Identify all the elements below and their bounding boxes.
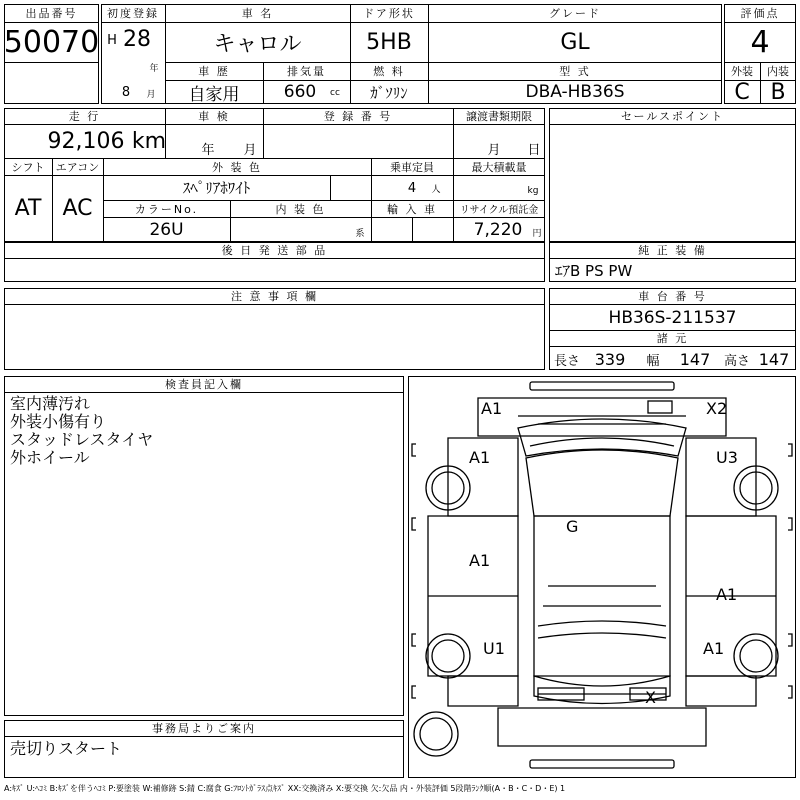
score: 4 [750, 24, 770, 60]
mileage: 92,106 [47, 128, 125, 154]
later-parts-label: 後 日 発 送 部 品 [221, 244, 328, 257]
mark-quarter-left: U1 [483, 639, 505, 658]
sales-point-box [549, 108, 796, 242]
inspection-year-unit: 年 [201, 142, 215, 158]
office-note: 売切りスタート [10, 738, 123, 758]
ext-color: ｽﾍﾟﾘｱﾎﾜｲﾄ [182, 179, 251, 197]
length: 339 [594, 349, 626, 369]
year-unit: 年 [149, 63, 159, 74]
remark-line: 室内薄汚れ [10, 394, 91, 413]
displacement: 660 [283, 82, 317, 102]
import-label: 輸 入 車 [387, 202, 437, 216]
remark-line: 外装小傷有り [10, 412, 107, 431]
ac-label: エアコン [55, 160, 100, 174]
capacity-unit: 人 [431, 184, 441, 195]
first-reg-label: 初度登録 [107, 7, 159, 20]
mark-front-left: A1 [481, 399, 503, 418]
inspector-remarks [10, 395, 400, 467]
car-diagram [408, 376, 796, 778]
mark-quarter-right: A1 [703, 639, 725, 658]
remark-line: スタッドレスタイヤ [10, 430, 154, 449]
mark-fender-left: A1 [469, 448, 491, 467]
equipment-label: 純 正 装 備 [638, 244, 707, 257]
grade: GL [560, 29, 590, 55]
recycle-fee: 7,220 [473, 219, 523, 240]
chassis-number: HB36S-211537 [608, 307, 737, 328]
remark-line: 外ホイール [10, 448, 90, 467]
mark-rear: X [645, 688, 656, 707]
height: 147 [758, 349, 790, 369]
transfer-deadline-label: 譲渡書類期限 [466, 110, 532, 123]
inspection-month-unit: 月 [243, 142, 257, 158]
first-reg-year: 28 [123, 26, 151, 52]
capacity: 4 [407, 180, 417, 196]
score-label: 評価点 [740, 7, 780, 20]
exterior-grade: C [734, 79, 750, 105]
equipment: ｴｱB PS PW [555, 261, 633, 280]
month-unit: 月 [146, 89, 156, 100]
max-load-unit: kg [527, 186, 539, 196]
mark-door-left: A1 [469, 551, 491, 570]
car-name: キャロル [213, 31, 302, 57]
air-conditioner: AC [62, 196, 93, 221]
recycle-unit: 円 [532, 228, 542, 239]
reg-number-label: 登 録 番 号 [323, 110, 393, 123]
shift-label: シフト [11, 160, 45, 174]
capacity-label: 乗車定員 [390, 160, 434, 174]
sales-point-label: セールスポイント [620, 110, 724, 123]
office-label: 事務局よりご案内 [152, 722, 256, 735]
chassis-label: 車 台 番 号 [638, 290, 707, 303]
fuel-label: 燃 料 [373, 65, 405, 78]
color-no-label: カラーNo. [134, 202, 199, 216]
displacement-label: 排気量 [287, 65, 326, 78]
dims-label: 諸 元 [656, 332, 689, 345]
inspection-label: 車 検 [198, 110, 230, 123]
lot-label: 出品番号 [25, 7, 78, 20]
fuel: ｶﾞｿﾘﾝ [370, 83, 408, 102]
height-label: 高さ [723, 353, 750, 369]
door-label: ドア形状 [363, 7, 415, 20]
caution-label: 注 意 事 項 欄 [231, 290, 318, 303]
era: H [107, 32, 117, 48]
color-no: 26U [149, 219, 184, 240]
car-name-label: 車 名 [241, 7, 274, 20]
exterior-label: 外装 [731, 65, 753, 78]
inspector-label: 検査員記入欄 [165, 378, 243, 391]
model-label: 型 式 [559, 65, 591, 78]
mileage-unit: km [131, 128, 167, 154]
displacement-unit: cc [330, 88, 340, 98]
mark-fender-right: U3 [716, 448, 738, 467]
history: 自家用 [188, 84, 240, 105]
width: 147 [679, 349, 711, 369]
mark-door-right: A1 [716, 585, 738, 604]
history-label: 車 歴 [198, 65, 230, 78]
grade-label: グレード [549, 7, 601, 20]
ext-color-label: 外 装 色 [212, 160, 262, 174]
door-type: 5HB [366, 29, 412, 55]
lot-number: 50070 [3, 24, 100, 60]
max-load-label: 最大積載量 [471, 160, 527, 174]
interior-label: 内装 [767, 65, 789, 78]
mark-roof: G [566, 517, 579, 536]
recycle-label: リサイクル預託金 [459, 205, 539, 216]
transfer-day-unit: 日 [527, 142, 541, 158]
first-reg-month: 8 [121, 84, 131, 100]
interior-grade: B [770, 79, 786, 105]
mark-front-right: X2 [706, 399, 728, 418]
mileage-label: 走 行 [68, 110, 101, 123]
int-color-unit: 系 [355, 228, 365, 239]
damage-legend: A:ｷｽﾞ U:ﾍｺﾐ B:ｷｽﾞを伴うﾍｺﾐ P:要塗装 W:補修跡 S:錆 C:腐食 G:ﾌﾛﾝﾄｶﾞﾗｽ点ｷｽﾞ XX:交換済み X:要交換 欠:欠品 内・外装評価 5段階ﾗﾝｸ順(A・B・C・D・E) 1 [4, 783, 566, 793]
model-code: DBA-HB36S [525, 82, 625, 102]
shift: AT [14, 196, 42, 221]
transfer-month-unit: 月 [487, 142, 501, 158]
width-label: 幅 [646, 353, 660, 369]
length-label: 長さ [553, 353, 580, 369]
int-color-label: 内 装 色 [275, 202, 326, 216]
